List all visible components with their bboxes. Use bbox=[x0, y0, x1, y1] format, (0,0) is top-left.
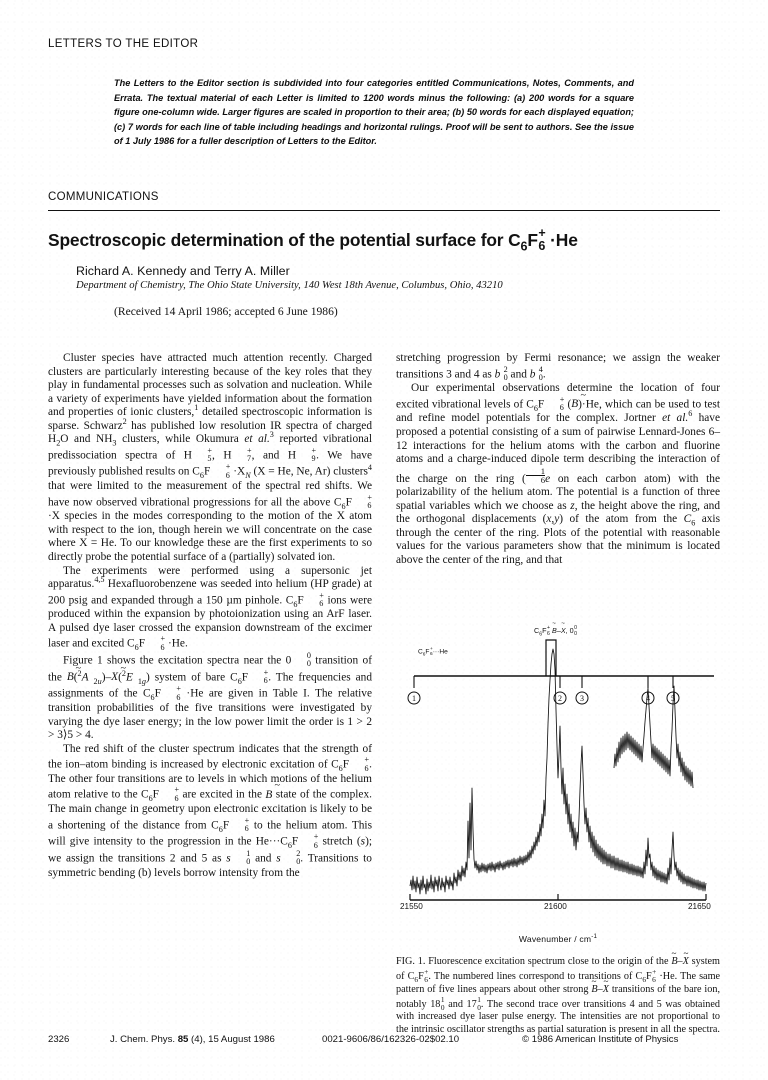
title-f: F bbox=[527, 229, 538, 250]
author-list: Richard A. Kennedy and Terry A. Miller bbox=[76, 263, 290, 278]
header-divider bbox=[48, 210, 720, 211]
section-label: COMMUNICATIONS bbox=[48, 190, 159, 203]
page-footer bbox=[48, 1034, 720, 1045]
svg-text:5: 5 bbox=[671, 694, 675, 703]
cluster-series-label: $C_6F$ + 6 ···He bbox=[418, 647, 448, 658]
title-f-charge: + 6 bbox=[538, 225, 546, 253]
paragraph: The experiments were performed using a supersonic jet apparatus.$^{4,5}$ Hexafluorobenzene was seeded into helium (HP grade) at 200 psig and expanded through a 150 µm pinhole. $C_6F$ + 6 ions were produced within the expansion by photoionization using an ArF laser. A pulsed dye laser crossed the expansion downstream of the excimer laser and excited $C_6F$ + 6 ·He. bbox=[48, 564, 373, 653]
x-axis-ticks bbox=[410, 894, 706, 900]
spectrum-svg bbox=[396, 618, 720, 920]
page-header-block bbox=[48, 38, 720, 318]
svg-text:1: 1 bbox=[412, 694, 416, 703]
x-tick-label-2: 21650 bbox=[688, 902, 711, 911]
stick-number-markers bbox=[408, 692, 679, 704]
paragraph: Cluster species have attracted much attention recently. Charged clusters are particularly interesting because of the key roles that they play in fundamental processes such as solvation and nucleation. While a variety of experiments have yielded information about the formation and properties of ionic clusters,$^1$ detailed spectroscopic information is sparse. Schwarz$^2$ has published low resolution IR spectra of charged $H_2O$ and $NH_3$ clusters, while Okumura et al.$^3$ reported vibrational predissociation spectra of H + 5 , H + 7 , and H + 9 . We have previously published results on $C_6F$ + 6 $\cdot X_N$ (X = He, Ne, Ar) clusters$^4$ that were limited to the measurement of the spectral red shifts. We have now observed vibrational progressions for all the above $C_6F$ + 6 ·X species in the modes corresponding to the motion of the X atom with respect to the ion, though herein we will concentrate on the case where X = He. To our knowledge these are the first experiments to so directly probe the potential surface of a (partially) solvated ion. bbox=[48, 352, 373, 563]
left-column bbox=[48, 352, 372, 880]
x-axis-label bbox=[396, 934, 720, 944]
spectrum-plot bbox=[396, 618, 720, 920]
x-axis-label-exponent: -1 bbox=[591, 933, 598, 941]
spectrum-traces bbox=[410, 649, 706, 894]
copyright-notice: © 1986 American Institute of Physics bbox=[522, 1034, 679, 1045]
article-code: 0021-9606/86/162326-02$02.10 bbox=[322, 1034, 460, 1045]
svg-text:4: 4 bbox=[646, 694, 650, 703]
journal-citation: J. Chem. Phys. 85 (4), 15 August 1986 bbox=[110, 1034, 275, 1045]
title-he: ·He bbox=[545, 229, 578, 250]
svg-text:3: 3 bbox=[580, 694, 584, 703]
stick-number-text bbox=[412, 694, 675, 703]
page-title bbox=[48, 227, 720, 253]
paragraph: stretching progression by Fermi resonance; we assign the weaker transitions 3 and 4 as b 2 0 and b 4 0 . bbox=[396, 352, 720, 382]
running-head: LETTERS TO THE EDITOR bbox=[48, 38, 199, 50]
paragraph: The red shift of the cluster spectrum indicates that the strength of the ion–atom binding is increased by electronic excitation of $C_6F$ + 6 . The other four transitions are to levels in which motions of the helium atom relative to the $C_6F$ + 6 are excited in the B ~ state of the complex. The main change in geometry upon electronic excitation is likely to be a shortening of the distance from $C_6F$ + 6 to the helium atom. This will give intensity to the progression in the $He\cdot\cdot\cdot C_6F$ + 6 stretch (s); we assign the transitions 2 and 5 as s 1 0 and s 2 0 . Transitions to symmetric bending (b) levels borrow intensity from the bbox=[48, 743, 372, 880]
received-date: (Received 14 April 1986; accepted 6 June 1986) bbox=[114, 304, 338, 318]
x-tick-label-0: 21550 bbox=[400, 902, 423, 911]
figure-caption: FIG. 1. Fluorescence excitation spectrum close to the origin of the B ~–X ~ system of $C_6F$ + 6 . The numbered lines correspond to transitions of $C_6F$ + 6 ·He. The same pattern of five lines appears about other strong B ~–X ~ transitions of the bare ion, notably 18 1 0 and 17 1 0 . The second trace over transitions 4 and 5 was obtained with increased dye laser pulse energy. The intensities are not proportional to the intrinsic oscillator strengths as partial saturation is present in all the spectra. bbox=[396, 956, 720, 1036]
figure-1 bbox=[396, 618, 720, 1046]
x-tick-label-1: 21600 bbox=[544, 902, 567, 911]
paragraph: Our experimental observations determine the location of four excited vibrational levels of $C_6F$ + 6 (B ~)·He, which can be used to test and refine model potentials for the complex. Jortner et al.$^6$ have proposed a potential consisting of a sum of pairwise Lennard-Jones 6–12 interactions for the helium atoms with the carbon and fluorine atoms and a charge-induced dipole term describing the interaction of the charge on the ring ( $\frac{1}{6}$ e on each carbon atom) with the polarizability of the helium atom. The potential is a function of three spatial variables which we choose as z, the height above the ring, and the orthogonal displacements (x,y) of the atom from the $C_6$ axis through the center of the ring. Plots of the potential with reasonable values for the various parameters show that the minimum is located above the center of the ring, and that bbox=[396, 382, 720, 567]
x-axis-label-text: Wavenumber / cm bbox=[518, 934, 592, 944]
masthead-note: The Letters to the Editor section is subdivided into four categories entitled Communications, Notes, Comments, and Errata. The textual material of each Letter is limited to 1200 words minus the following: (a) 200 words for a square figure one-column wide. Larger figures are scaled in proportion to their area; (b) 50 words for each displayed equation; (c) 7 words for each line of table including headings and horizontal rulings. Proof will be sent to authors. See the issue of 1 July 1986 for a fuller description of Letters to the Editor. bbox=[114, 78, 634, 147]
stick-lines bbox=[414, 676, 673, 688]
title-sub-c6: 6 bbox=[520, 239, 528, 254]
paragraph: Figure 1 shows the excitation spectra near the 0 0 0 transition of the B ~($^2$A $_{2u}$)–X ~($^2$E $_{1g}$) system of bare $C_6F$ + 6 . The frequencies and assignments of the $C_6F$ + 6 ·He are given in Table I. The relative transition probabilities of the five transitions were investigated by varying the dye laser energy; in the low power limit the order is 1 > 2 > 3⟩5 > 4. bbox=[48, 652, 372, 743]
title-text: Spectroscopic determination of the potential surface for C bbox=[48, 229, 521, 250]
origin-band-label: $C_6F$ + 6 B ~–X ~, 0 0 0 bbox=[534, 626, 577, 637]
page-number: 2326 bbox=[48, 1034, 70, 1045]
svg-text:2: 2 bbox=[558, 694, 562, 703]
journal-volume: 85 bbox=[177, 1034, 189, 1045]
affiliation: Department of Chemistry, The Ohio State University, 140 West 18th Avenue, Columbus, Ohio, 43210 bbox=[76, 279, 503, 291]
